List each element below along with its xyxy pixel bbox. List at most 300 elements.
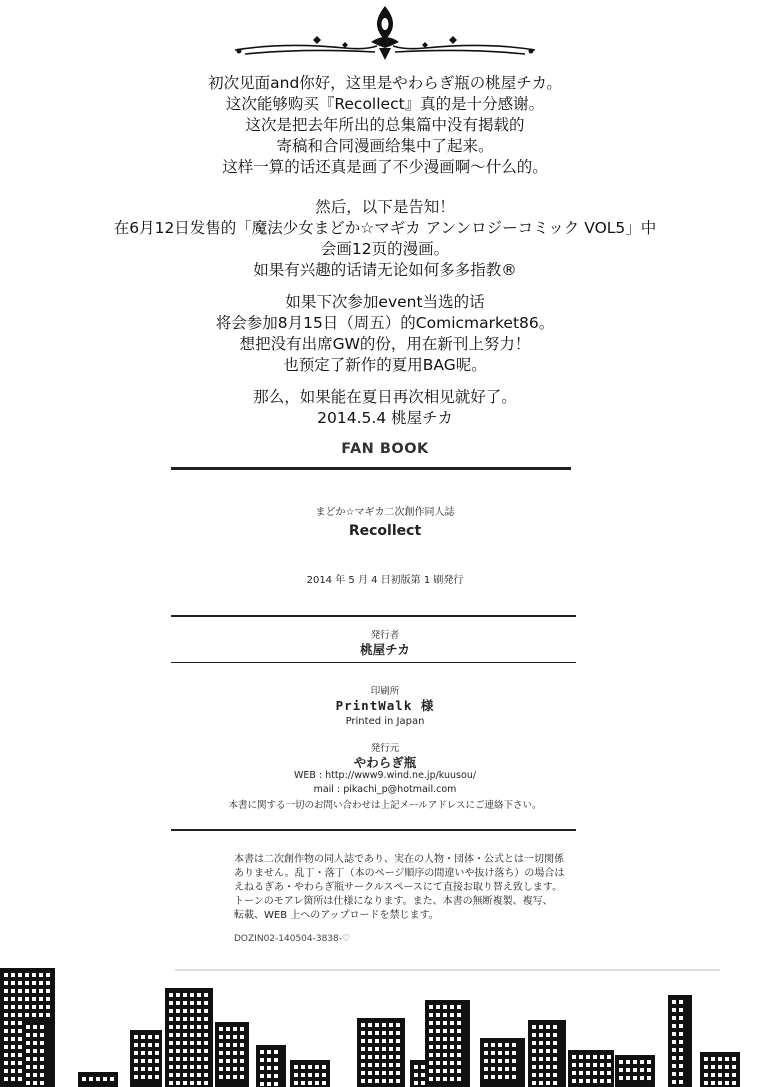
building-window xyxy=(39,1005,43,1009)
building-window xyxy=(679,1064,683,1068)
building-window xyxy=(553,1057,557,1061)
publisher-name: 桃屋チカ xyxy=(360,642,410,657)
building-window xyxy=(498,1067,502,1071)
building-window xyxy=(368,1063,372,1067)
building-window xyxy=(368,1039,372,1043)
building-window xyxy=(679,1056,683,1060)
building-window xyxy=(301,1073,305,1077)
building-window xyxy=(33,1081,37,1085)
building-window xyxy=(546,1065,550,1069)
building-window xyxy=(450,1005,454,1009)
building-window xyxy=(11,989,15,993)
building-window xyxy=(436,1021,440,1025)
building-window xyxy=(457,1069,461,1073)
building-window xyxy=(389,1023,393,1027)
building-window xyxy=(169,1017,173,1021)
building-window xyxy=(267,1082,271,1086)
building-window xyxy=(436,1013,440,1017)
building-window xyxy=(368,1071,372,1075)
building-window xyxy=(607,1063,611,1067)
building-window xyxy=(89,1077,93,1081)
building-window xyxy=(233,1035,237,1039)
building-window xyxy=(484,1051,488,1055)
building-window xyxy=(532,1057,536,1061)
building-window xyxy=(414,1073,418,1077)
building-window xyxy=(361,1071,365,1075)
building-window xyxy=(18,1077,22,1081)
building-window xyxy=(498,1043,502,1047)
building-window xyxy=(382,1039,386,1043)
city-skyline-illustration xyxy=(0,960,770,1087)
mail-address: mail : pikachi_p@hotmail.com xyxy=(313,784,457,795)
fan-book-heading: FAN BOOK xyxy=(341,441,429,457)
afterword-line: 也预定了新作的夏用BAG呢。 xyxy=(283,356,487,374)
building-window xyxy=(240,1043,244,1047)
building-window xyxy=(498,1059,502,1063)
divider xyxy=(171,467,571,470)
building-window xyxy=(267,1074,271,1078)
building-window xyxy=(11,973,15,977)
building-window xyxy=(219,1035,223,1039)
building-window xyxy=(18,997,22,1001)
building-window xyxy=(436,1077,440,1081)
building-window xyxy=(33,1033,37,1037)
building-window xyxy=(553,1033,557,1037)
building-window xyxy=(619,1076,623,1080)
building-window xyxy=(429,1029,433,1033)
building-window xyxy=(183,1001,187,1005)
building-window xyxy=(539,1049,543,1053)
building-window xyxy=(155,1067,159,1071)
building-window xyxy=(110,1077,114,1081)
building-window xyxy=(607,1079,611,1083)
building-window xyxy=(672,1080,676,1084)
building-window xyxy=(361,1063,365,1067)
building-window xyxy=(382,1079,386,1083)
building-window xyxy=(457,1045,461,1049)
building-window xyxy=(169,1009,173,1013)
building-window xyxy=(532,1025,536,1029)
building-window xyxy=(704,1073,708,1077)
building-window xyxy=(443,1037,447,1041)
building-window xyxy=(450,1045,454,1049)
building-window xyxy=(46,973,50,977)
building-window xyxy=(375,1023,379,1027)
building-window xyxy=(148,1067,152,1071)
building-window xyxy=(134,1035,138,1039)
building-window xyxy=(450,1077,454,1081)
building-window xyxy=(197,1017,201,1021)
notice-line: 転載、WEB 上へのアップロードを禁じます。 xyxy=(234,910,439,921)
building-window xyxy=(633,1076,637,1080)
building-window xyxy=(368,1079,372,1083)
building-window xyxy=(546,1081,550,1085)
ornament-divider xyxy=(225,2,545,60)
afterword-line: 想把没有出席GW的份，用在新刊上努力！ xyxy=(239,335,531,353)
building-window xyxy=(626,1068,630,1072)
building-window xyxy=(32,1005,36,1009)
building-window xyxy=(197,1041,201,1045)
building-window xyxy=(190,1025,194,1029)
building-window xyxy=(539,1073,543,1077)
building-window xyxy=(626,1060,630,1064)
building-window xyxy=(450,1069,454,1073)
building-window xyxy=(450,1029,454,1033)
building-window xyxy=(457,1061,461,1065)
building-window xyxy=(260,1082,264,1086)
building-window xyxy=(679,1024,683,1028)
building-window xyxy=(148,1043,152,1047)
building-window xyxy=(725,1065,729,1069)
building-window xyxy=(396,1047,400,1051)
building-window xyxy=(219,1027,223,1031)
building-window xyxy=(18,1053,22,1057)
building-window xyxy=(204,993,208,997)
building-window xyxy=(233,1051,237,1055)
building-window xyxy=(396,1071,400,1075)
building-window xyxy=(421,1065,425,1069)
building-window xyxy=(484,1067,488,1071)
building-window xyxy=(732,1065,736,1069)
building-window xyxy=(11,1037,15,1041)
notice-line: トーンのモアレ箇所は仕様になります。また、本書の無断複製、複写、 xyxy=(234,896,553,907)
building-window xyxy=(169,1057,173,1061)
building-window xyxy=(301,1081,305,1085)
building-window xyxy=(457,1053,461,1057)
building-window xyxy=(546,1025,550,1029)
building-window xyxy=(240,1067,244,1071)
building-window xyxy=(11,1069,15,1073)
building-window xyxy=(219,1051,223,1055)
building-window xyxy=(25,1005,29,1009)
building-window xyxy=(141,1059,145,1063)
building-window xyxy=(436,1061,440,1065)
building-window xyxy=(553,1081,557,1085)
building-window xyxy=(148,1059,152,1063)
building-window xyxy=(718,1081,722,1085)
building-window xyxy=(25,981,29,985)
building-window xyxy=(18,973,22,977)
building-window xyxy=(600,1055,604,1059)
building-window xyxy=(25,1013,29,1017)
afterword-paragraph-2 xyxy=(40,197,730,281)
printed-in: Printed in Japan xyxy=(345,716,425,727)
building-window xyxy=(375,1079,379,1083)
building-window xyxy=(457,1005,461,1009)
building-window xyxy=(233,1043,237,1047)
building-window xyxy=(443,1021,447,1025)
issuer-name: やわらぎ瓶 xyxy=(353,755,417,770)
building-window xyxy=(679,1008,683,1012)
building-window xyxy=(33,1073,37,1077)
building-window xyxy=(315,1065,319,1069)
building-window xyxy=(226,1043,230,1047)
building-window xyxy=(375,1039,379,1043)
building-window xyxy=(361,1023,365,1027)
building-window xyxy=(626,1076,630,1080)
building-window xyxy=(375,1063,379,1067)
building-window xyxy=(532,1033,536,1037)
building-window xyxy=(732,1073,736,1077)
issuer-label: 発行元 xyxy=(370,743,400,754)
building-window xyxy=(18,981,22,985)
building-window xyxy=(607,1055,611,1059)
building-window xyxy=(672,1056,676,1060)
building-window xyxy=(368,1055,372,1059)
building-window xyxy=(718,1065,722,1069)
building-window xyxy=(169,1001,173,1005)
building-window xyxy=(233,1067,237,1071)
building-window xyxy=(672,1048,676,1052)
building-window xyxy=(197,1073,201,1077)
building-window xyxy=(679,1048,683,1052)
building-window xyxy=(718,1057,722,1061)
afterword-line: 这次是把去年所出的总集篇中没有掲载的 xyxy=(245,116,525,134)
afterword-line: 会画12页的漫画。 xyxy=(320,240,450,258)
building-window xyxy=(436,1029,440,1033)
building-window xyxy=(169,1041,173,1045)
building-window xyxy=(18,1021,22,1025)
building-window xyxy=(532,1041,536,1045)
building-window xyxy=(204,1049,208,1053)
building-window xyxy=(294,1065,298,1069)
building-window xyxy=(672,1008,676,1012)
building-window xyxy=(491,1075,495,1079)
building-window xyxy=(176,1073,180,1077)
building-window xyxy=(204,1033,208,1037)
building-window xyxy=(414,1081,418,1085)
building-window xyxy=(389,1031,393,1035)
building-window xyxy=(190,1009,194,1013)
building-window xyxy=(190,1001,194,1005)
building-window xyxy=(579,1055,583,1059)
building-window xyxy=(421,1073,425,1077)
building-window xyxy=(436,1037,440,1041)
building-window xyxy=(134,1059,138,1063)
building-window xyxy=(176,1065,180,1069)
building-window xyxy=(546,1033,550,1037)
building-window xyxy=(586,1055,590,1059)
building-window xyxy=(429,1005,433,1009)
publish-date: 2014 年 5 月 4 日初版第 1 刷発行 xyxy=(306,575,464,586)
building-window xyxy=(197,1057,201,1061)
building-window xyxy=(443,1005,447,1009)
building-window xyxy=(176,1033,180,1037)
building-window xyxy=(732,1081,736,1085)
divider xyxy=(171,829,576,831)
building-window xyxy=(183,1073,187,1077)
building-window xyxy=(183,1041,187,1045)
building-window xyxy=(315,1081,319,1085)
building-window xyxy=(18,1029,22,1033)
building-window xyxy=(33,1041,37,1045)
building-window xyxy=(361,1047,365,1051)
building-window xyxy=(240,1051,244,1055)
building-window xyxy=(429,1077,433,1081)
building-window xyxy=(491,1043,495,1047)
building-window xyxy=(546,1049,550,1053)
building-window xyxy=(443,1061,447,1065)
building-window xyxy=(396,1023,400,1027)
afterword-paragraph-4 xyxy=(40,387,730,429)
building-window xyxy=(155,1075,159,1079)
building-window xyxy=(396,1079,400,1083)
building-window xyxy=(450,1053,454,1057)
building-window xyxy=(183,1017,187,1021)
building-window xyxy=(457,1077,461,1081)
building-window xyxy=(647,1068,651,1072)
building-window xyxy=(18,1037,22,1041)
building-window xyxy=(579,1079,583,1083)
building-window xyxy=(274,1074,278,1078)
building-window xyxy=(233,1075,237,1079)
building-window xyxy=(260,1066,264,1070)
building-window xyxy=(134,1043,138,1047)
notice-line: 本書は二次創作物の同人誌であり、実在の人物・団体・公式とは一切関係 xyxy=(234,854,564,865)
building-window xyxy=(32,981,36,985)
building-window xyxy=(11,1013,15,1017)
building-window xyxy=(39,1013,43,1017)
building-window xyxy=(484,1043,488,1047)
building-window xyxy=(233,1027,237,1031)
building-window xyxy=(619,1068,623,1072)
building-window xyxy=(40,1041,44,1045)
building-window xyxy=(134,1075,138,1079)
building-window xyxy=(450,1037,454,1041)
building-window xyxy=(46,1005,50,1009)
building-window xyxy=(4,1021,8,1025)
building-window xyxy=(443,1013,447,1017)
building-window xyxy=(274,1066,278,1070)
building-window xyxy=(572,1079,576,1083)
building-window xyxy=(148,1051,152,1055)
building-window xyxy=(640,1076,644,1080)
building-window xyxy=(539,1081,543,1085)
building-window xyxy=(572,1055,576,1059)
building-window xyxy=(11,1045,15,1049)
series-label: まどか☆マギカ二次創作同人誌 xyxy=(315,507,455,518)
building-window xyxy=(197,1025,201,1029)
building-window xyxy=(197,993,201,997)
printer-label: 印刷所 xyxy=(370,686,400,697)
building-window xyxy=(18,1069,22,1073)
building-window xyxy=(443,1069,447,1073)
building-window xyxy=(396,1063,400,1067)
building-window xyxy=(308,1073,312,1077)
building-window xyxy=(421,1081,425,1085)
building-window xyxy=(40,1073,44,1077)
building-window xyxy=(429,1061,433,1065)
building-window xyxy=(204,1041,208,1045)
building-window xyxy=(169,1073,173,1077)
building-window xyxy=(539,1065,543,1069)
building-window xyxy=(197,1001,201,1005)
building-window xyxy=(32,973,36,977)
building-window xyxy=(219,1059,223,1063)
building-window xyxy=(141,1035,145,1039)
notice-line: ありません。乱丁・落丁（本のページ順序の間違いや抜け落ち）の場合は xyxy=(234,868,565,879)
building-window xyxy=(40,1065,44,1069)
building-window xyxy=(103,1077,107,1081)
building-window xyxy=(219,1067,223,1071)
building-window xyxy=(155,1043,159,1047)
afterword-paragraph-3 xyxy=(40,292,730,376)
building-window xyxy=(26,1025,30,1029)
building-window xyxy=(505,1043,509,1047)
building-window xyxy=(33,1065,37,1069)
building-window xyxy=(183,1057,187,1061)
building-window xyxy=(546,1073,550,1077)
building-window xyxy=(382,1063,386,1067)
building-window xyxy=(539,1041,543,1045)
building-window xyxy=(11,1053,15,1057)
building-window xyxy=(732,1057,736,1061)
building-window xyxy=(32,989,36,993)
building-window xyxy=(4,1069,8,1073)
building-window xyxy=(226,1059,230,1063)
building-window xyxy=(33,1049,37,1053)
building-window xyxy=(389,1047,393,1051)
building-window xyxy=(219,1075,223,1079)
building-window xyxy=(512,1051,516,1055)
building-window xyxy=(429,1069,433,1073)
building-window xyxy=(190,1065,194,1069)
building-window xyxy=(593,1063,597,1067)
building-window xyxy=(389,1063,393,1067)
building-window xyxy=(586,1079,590,1083)
building-window xyxy=(4,981,8,985)
building-window xyxy=(267,1050,271,1054)
building-window xyxy=(315,1073,319,1077)
building-window xyxy=(26,1049,30,1053)
building-window xyxy=(260,1050,264,1054)
building-window xyxy=(169,1025,173,1029)
building-window xyxy=(11,981,15,985)
building-window xyxy=(169,993,173,997)
building-window xyxy=(368,1047,372,1051)
building-window xyxy=(26,1073,30,1077)
building-window xyxy=(647,1076,651,1080)
building-window xyxy=(40,1033,44,1037)
building-window xyxy=(672,1016,676,1020)
notice-line: えねるぎあ・やわらぎ瓶サークルスペースにて直接お取り替え致します。 xyxy=(234,882,563,893)
building-window xyxy=(679,1032,683,1036)
building-window xyxy=(512,1043,516,1047)
building-window xyxy=(39,981,43,985)
building-window xyxy=(183,1049,187,1053)
building-window xyxy=(204,1065,208,1069)
building-window xyxy=(148,1075,152,1079)
building-window xyxy=(25,973,29,977)
building-window xyxy=(190,1057,194,1061)
building-window xyxy=(204,1025,208,1029)
building-window xyxy=(190,1017,194,1021)
building-window xyxy=(443,1077,447,1081)
building-window xyxy=(183,1025,187,1029)
building-window xyxy=(169,1049,173,1053)
building-window xyxy=(11,1029,15,1033)
building-window xyxy=(512,1059,516,1063)
building-window xyxy=(396,1055,400,1059)
building-window xyxy=(607,1071,611,1075)
building-window xyxy=(498,1051,502,1055)
building-window xyxy=(197,1033,201,1037)
building-window xyxy=(375,1047,379,1051)
building-window xyxy=(134,1067,138,1071)
building-window xyxy=(204,1017,208,1021)
building-window xyxy=(450,1013,454,1017)
building-window xyxy=(436,1069,440,1073)
